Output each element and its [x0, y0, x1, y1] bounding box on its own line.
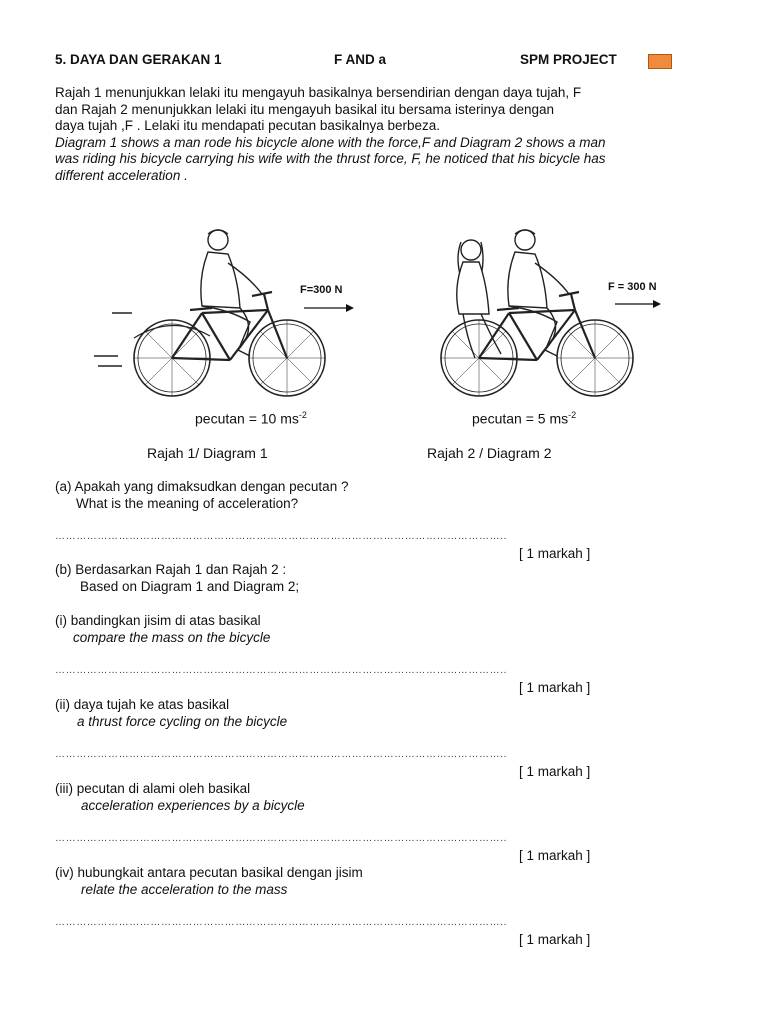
diagram2-force-label: F = 300 N	[608, 281, 657, 293]
accent-box	[648, 54, 672, 69]
question-iii-malay: (iii) pecutan di alami oleh basikal	[55, 781, 251, 796]
project-title: SPM PROJECT	[520, 52, 617, 67]
question-ii-malay: (ii) daya tujah ke atas basikal	[55, 697, 230, 712]
intro-malay-line: dan Rajah 2 menunjukkan lelaki itu mengayuh basikal itu bersama isterinya dengan	[55, 101, 555, 117]
diagram1-caption: Rajah 1/ Diagram 1	[147, 445, 268, 461]
diagram2-accel-value: pecutan = 5 ms	[472, 410, 569, 427]
diagram1-accel-value: pecutan = 10 ms	[195, 410, 299, 427]
intro-english-line: different acceleration .	[55, 167, 188, 183]
mark-label: [ 1 markah ]	[519, 546, 591, 561]
question-a-english: What is the meaning of acceleration?	[76, 496, 299, 511]
diagram2-acceleration	[472, 410, 576, 427]
question-b-malay: (b) Berdasarkan Rajah 1 dan Rajah 2 :	[55, 562, 287, 577]
question-i-english: compare the mass on the bicycle	[73, 630, 271, 645]
diagram2-illustration	[405, 218, 695, 403]
question-ii-english: a thrust force cycling on the bicycle	[77, 714, 288, 729]
force-arrow-icon	[615, 300, 661, 308]
intro-text	[55, 85, 715, 184]
answer-line[interactable]: ………………………………………………………………………………………………………………..	[55, 833, 507, 844]
diagram1-illustration	[90, 218, 380, 403]
question-a-malay: (a) Apakah yang dimaksudkan dengan pecutan ?	[55, 479, 349, 494]
mark-label: [ 1 markah ]	[519, 848, 591, 863]
diagram1-force-label: F=300 N	[300, 284, 343, 296]
answer-line[interactable]: ………………………………………………………………………………………………………………..	[55, 917, 507, 928]
intro-english-line: Diagram 1 shows a man rode his bicycle alone with the force,F and Diagram 2 shows a man	[55, 134, 606, 150]
diagram1-acceleration	[195, 410, 307, 427]
answer-line[interactable]: ………………………………………………………………………………………………………………..	[55, 749, 507, 760]
rider-man	[201, 230, 262, 356]
intro-english-line: was riding his bicycle carrying his wife with the thrust force, F, he noticed that his bicycle has	[55, 151, 606, 166]
answer-line[interactable]: ………………………………………………………………………………………………………………..	[55, 665, 507, 676]
rider-man	[508, 230, 569, 356]
question-iii-english: acceleration experiences by a bicycle	[81, 798, 305, 813]
mark-label: [ 1 markah ]	[519, 764, 591, 779]
mark-label: [ 1 markah ]	[519, 932, 591, 947]
question-iv-english: relate the acceleration to the mass	[81, 882, 288, 897]
question-iv-malay: (iv) hubungkait antara pecutan basikal dengan jisim	[55, 865, 363, 880]
intro-malay-line: daya tujah ,F . Lelaki itu mendapati pecutan basikalnya berbeza.	[55, 118, 440, 133]
question-i-malay: (i) bandingkan jisim di atas basikal	[55, 613, 261, 628]
intro-malay-line: Rajah 1 menunjukkan lelaki itu mengayuh basikalnya bersendirian dengan daya tujah, F	[55, 85, 582, 100]
diagram2-caption: Rajah 2 / Diagram 2	[427, 445, 552, 461]
force-arrow-icon	[304, 304, 354, 312]
answer-line[interactable]: ………………………………………………………………………………………………………………..	[55, 531, 507, 542]
diagram1-accel-exponent: -2	[298, 410, 307, 420]
chapter-title: 5. DAYA DAN GERAKAN 1	[55, 52, 222, 67]
question-b-english: Based on Diagram 1 and Diagram 2;	[80, 579, 300, 594]
diagram2-accel-exponent: -2	[568, 410, 577, 420]
topic-title: F AND a	[334, 52, 387, 67]
mark-label: [ 1 markah ]	[519, 680, 591, 695]
